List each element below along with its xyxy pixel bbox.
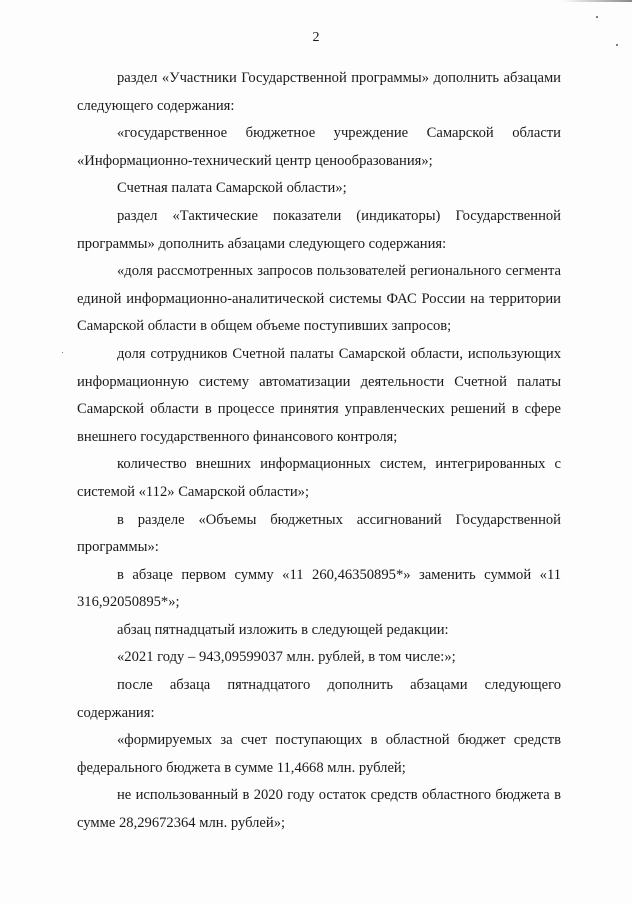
paragraph: раздел «Тактические показатели (индикаторы) Государственной программы» дополнить абзацами следующего содержания:: [77, 207, 561, 252]
paragraph: Счетная палата Самарской области»;: [117, 180, 347, 197]
paragraph: «доля рассмотренных запросов пользователей регионального сегмента единой информационно-аналитической системы ФАС России на территории Самарской области в общем объеме поступивших запросов;: [77, 263, 561, 335]
document-body: [77, 65, 561, 838]
paragraph: в разделе «Объемы бюджетных ассигнований Государственной программы»:: [77, 511, 561, 556]
paragraph: после абзаца пятнадцатого дополнить абзацами следующего содержания:: [77, 677, 561, 721]
paragraph: в абзаце первом сумму «11 260,46350895*» заменить суммой «11 316,92050895*»;: [77, 566, 561, 611]
paragraph: количество внешних информационных систем, интегрированных с системой «112» Самарской области»;: [77, 456, 561, 500]
page-number: 2: [312, 30, 320, 45]
paragraph: не использованный в 2020 году остаток средств областного бюджета в сумме 28,29672364 млн. рублей»;: [77, 787, 561, 832]
paragraph: абзац пятнадцатый изложить в следующей редакции:: [117, 621, 449, 638]
paragraph: «формируемых за счет поступающих в областной бюджет средств федерального бюджета в сумме 11,4668 млн. рублей;: [77, 732, 561, 776]
scan-dot-1: [596, 16, 598, 18]
scan-edge-artifact: [562, 0, 632, 2]
paragraph: доля сотрудников Счетной палаты Самарской области, использующих информационную систему автоматизации деятельности Счетной палаты Самарской области в процессе принятия управленческих решений в сфере внешнего государственного финансового контроля;: [77, 345, 561, 445]
paragraph: раздел «Участники Государственной программы» дополнить абзацами следующего содержания:: [77, 70, 561, 114]
paragraph: «2021 году – 943,09599037 млн. рублей, в том числе:»;: [117, 649, 456, 666]
paragraph: «государственное бюджетное учреждение Самарской области «Информационно-технический центр ценообразования»;: [77, 125, 561, 169]
scan-dot-3: [62, 352, 63, 353]
